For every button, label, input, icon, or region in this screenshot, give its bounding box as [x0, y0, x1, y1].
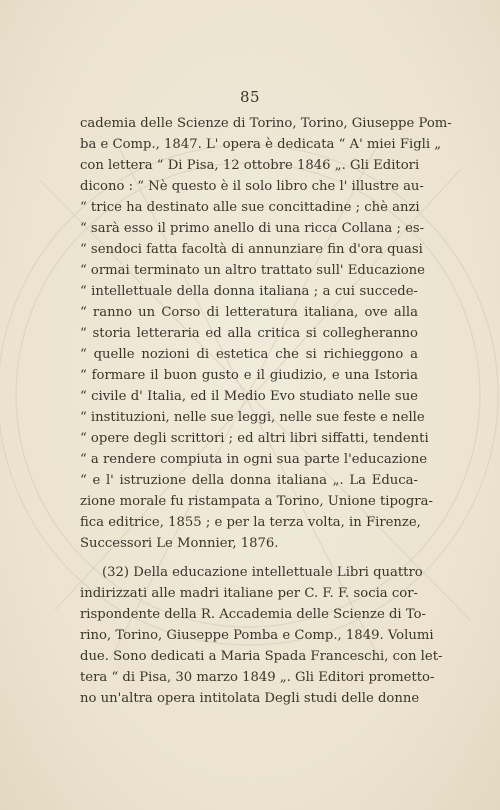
- text-line: zione morale fu ristampata a Torino, Unione tipogra-: [80, 494, 433, 509]
- text-line: “ quelle nozioni di estetica che si richieggono a: [80, 347, 418, 362]
- text-line: “ storia letteraria ed alla critica si collegheranno: [80, 326, 418, 341]
- text-line: “ a rendere compiuta in ogni sua parte l'educazione: [80, 452, 428, 467]
- paragraph-gap: [80, 554, 418, 562]
- text-line: “ instituzioni, nelle sue leggi, nelle sue feste e nelle: [80, 410, 425, 425]
- text-line: due. Sono dedicati a Maria Spada Franceschi, con let-: [80, 649, 443, 664]
- text-line: Successori Le Monnier, 1876.: [80, 536, 279, 551]
- text-line: indirizzati alle madri italiane per C. F. F. socia cor-: [80, 586, 418, 601]
- text-line: “ ormai terminato un altro trattato sull' Educazione: [80, 263, 425, 278]
- text-line: rispondente della R. Accademia delle Scienze di To-: [80, 607, 427, 622]
- text-line: “ sarà esso il primo anello di una ricca Collana ; es-: [80, 221, 425, 236]
- text-line: “ civile d' Italia, ed il Medio Evo studiato nelle sue: [80, 389, 418, 404]
- text-line: con lettera “ Di Pisa, 12 ottobre 1846 „. Gli Editori: [80, 158, 420, 173]
- page-number: 85: [239, 88, 261, 106]
- text-line: “ formare il buon gusto e il giudizio, e una Istoria: [80, 368, 418, 383]
- text-line: no un'altra opera intitolata Degli studi delle donne: [80, 691, 420, 706]
- text-line: rino, Torino, Giuseppe Pomba e Comp., 1849. Volumi: [80, 628, 434, 643]
- text-line: “ intellettuale della donna italiana ; a cui succede-: [80, 284, 418, 299]
- text-line: tera “ di Pisa, 30 marzo 1849 „. Gli Editori prometto-: [80, 670, 435, 685]
- body-text: [80, 113, 452, 709]
- text-line: “ ranno un Corso di letteratura italiana, ove alla: [80, 305, 418, 320]
- footnote-line: (32) Della educazione intellettuale Libri quattro: [102, 565, 423, 580]
- text-line: “ e l' istruzione della donna italiana „. La Educa-: [80, 473, 418, 488]
- text-line: “ opere degli scrittori ; ed altri libri siffatti, tendenti: [80, 431, 429, 446]
- text-line: dicono : “ Nè questo è il solo libro che l' illustre au-: [80, 179, 424, 194]
- text-line: cademia delle Scienze di Torino, Torino, Giuseppe Pom-: [80, 116, 452, 131]
- text-line: “ trice ha destinato alle sue concittadine ; chè anzi: [80, 200, 420, 215]
- text-line: fica editrice, 1855 ; e per la terza volta, in Firenze,: [80, 515, 421, 530]
- text-line: “ sendoci fatta facoltà di annunziare fin d'ora quasi: [80, 242, 423, 257]
- text-line: ba e Comp., 1847. L' opera è dedicata “ A' miei Figli „: [80, 137, 442, 152]
